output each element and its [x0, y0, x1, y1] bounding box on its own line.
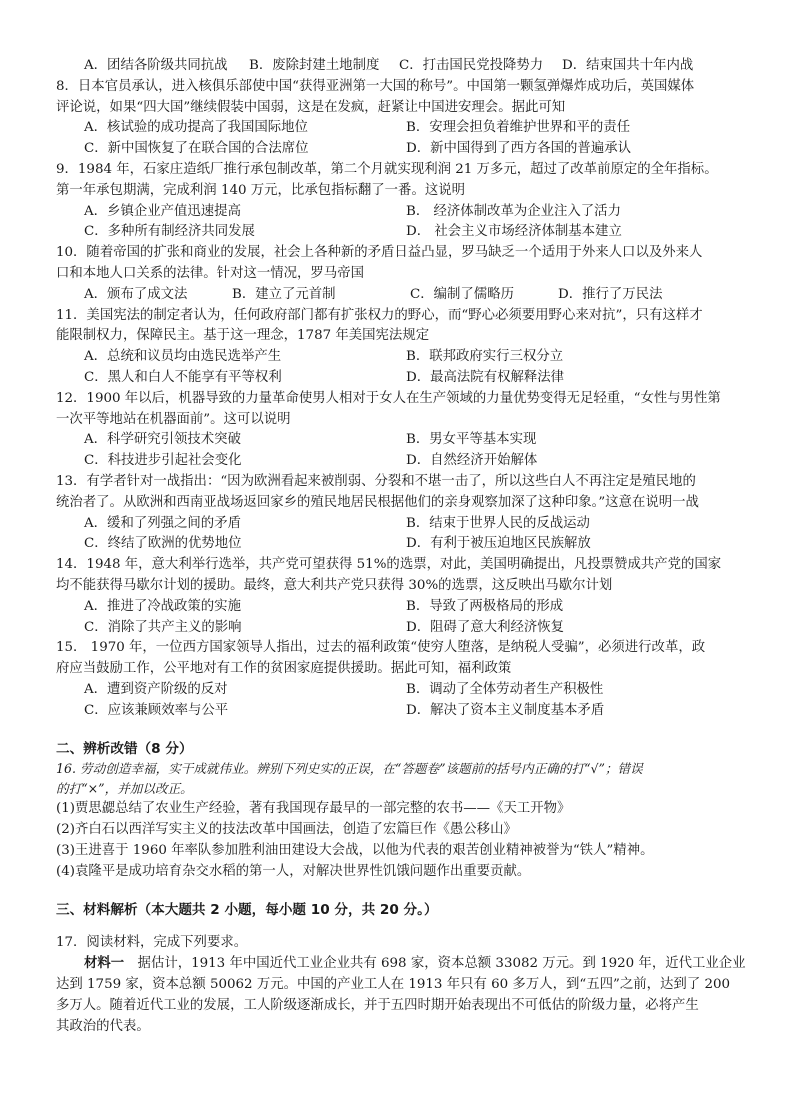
q15-option-d: D．解决了资本主义制度基本矛盾 [406, 702, 605, 718]
q7-option-a: A．团结各阶级共同抗战 [84, 58, 228, 73]
q8-stem-line1: 8．日本官员承认，进入核俱乐部使中国“获得亚洲第一大国的称号”。中国第一颗氢弹爆炸成功后，英国媒体 [56, 78, 695, 94]
q13-options-row1 [56, 514, 746, 535]
q8-option-d: D．新中国得到了西方各国的普遍承认 [406, 141, 631, 157]
q9-option-d: D． 社会主义市场经济体制基本建立 [406, 224, 622, 240]
q13-stem-line1: 13．有学者针对一战指出：“因为欧洲看起来被削弱、分裂和不堪一击了，所以这些白人不再注定是殖民地的 [56, 473, 696, 489]
q9-option-c: C．多种所有制经济共同发展 [84, 224, 255, 240]
q13-options-row2 [56, 534, 746, 555]
q16-instruction-line2: 的打“×”，并加以改正。 [56, 780, 193, 796]
material1-text1: 据估计，1913 年中国近代工业企业共有 698 家，资本总额 33082 万元。到 1920 年，近代工业企业 [124, 956, 746, 972]
section2-title: 二、辨析改错（8 分） [56, 740, 193, 757]
q14-option-c: C．消除了共产主义的影响 [84, 619, 242, 635]
q14-option-a: A．推进了冷战政策的实施 [84, 598, 241, 614]
q8-option-b: B．安理会担负着维护世界和平的责任 [406, 120, 631, 136]
q8-options-row2 [56, 139, 746, 160]
q11-stem-line1: 11．美国宪法的制定者认为，任何政府部门都有扩张权力的野心，而“野心必须要用野心来对抗”，只有这样才 [56, 307, 703, 323]
q15-options-row1 [56, 680, 746, 701]
q16-instruction-line1: 16. 劳动创造幸福，实干成就伟业。辨别下列史实的正误，在“答题卷”该题前的括号内正确的打“√”；错误 [56, 760, 643, 776]
q14-option-d: D．阻碍了意大利经济恢复 [406, 619, 565, 635]
q16-item-1: (1)贾思勰总结了农业生产经验，著有我国现存最早的一部完整的农书——《天工开物》 [56, 801, 571, 817]
q14-stem-line1: 14．1948 年，意大利举行选举，共产党可望获得 51%的选票，对此，美国明确提出，凡投票赞成共产党的国家 [56, 557, 722, 573]
q16-item-2: (2)齐白石以西洋写实主义的技法改革中国画法，创造了宏篇巨作《愚公移山》 [56, 822, 517, 838]
q10-options [56, 285, 746, 306]
material1-line4: 其政治的代表。 [56, 1018, 150, 1034]
q13-stem-line2: 统治者了。从欧洲和西南亚战场返回家乡的殖民地居民根据他们的亲身观察加深了这种印象。”这意在说明一战 [56, 494, 699, 510]
q9-option-a: A．乡镇企业产值迅速提高 [84, 203, 241, 219]
section3-title: 三、材料解析（本大题共 2 小题，每小题 10 分，共 20 分。） [56, 901, 438, 918]
q12-option-c: C．科技进步引起社会变化 [84, 453, 242, 469]
q10-option-c: C．编制了儒略历 [410, 286, 514, 302]
material1-label: 材料一 [84, 955, 125, 972]
q10-stem-line1: 10．随着帝国的扩张和商业的发展，社会上各种新的矛盾日益凸显，罗马缺乏一个适用于外来人口以及外来人 [56, 245, 703, 261]
q14-options-row2 [56, 618, 746, 639]
q12-options-row1 [56, 430, 746, 451]
q16-item-4: (4)袁隆平是成功培育杂交水稻的第一人，对解决世界性饥饿问题作出重要贡献。 [56, 863, 531, 879]
q7-option-d: D．结束国共十年内战 [562, 58, 694, 73]
q16-item-3: (3)王进喜于 1960 年率队参加胜利油田建设大会战，以他为代表的艰苦创业精神被誉为“铁人”精神。 [56, 842, 654, 858]
q14-stem-line2: 均不能获得马歇尔计划的援助。最终，意大利共产党只获得 30%的选票，这反映出马歇尔计划 [56, 577, 613, 593]
q11-stem-line2: 能限制权力，保障民主。基于这一理念，1787 年美国宪法规定 [56, 328, 430, 344]
q9-stem-line1: 9．1984 年，石家庄造纸厂推行承包制改革，第二个月就实现利润 21 万多元，超过了改革前原定的全年指标。 [56, 161, 718, 177]
material1-line2: 达到 1759 家，资本总额 50062 万元。中国的产业工人在 1913 年只有 60 多万人，到“五四”之前，达到了 200 [56, 977, 731, 993]
q12-option-b: B．男女平等基本实现 [406, 432, 537, 448]
q8-option-a: A．核试验的成功提高了我国国际地位 [84, 120, 308, 136]
q15-option-a: A．遭到资产阶级的反对 [84, 681, 228, 697]
q9-option-b: B． 经济体制改革为企业注入了活力 [406, 203, 621, 219]
q9-options-row1 [56, 202, 746, 223]
q12-option-d: D．自然经济开始解体 [406, 453, 538, 469]
q8-options-row1 [56, 118, 746, 139]
material1-line3: 多万人。随着近代工业的发展，工人阶级逐渐成长，并于五四时期开始表现出不可低估的阶级力量，必将产生 [56, 997, 699, 1013]
exam-page [56, 56, 746, 1037]
q11-options-row1 [56, 347, 746, 368]
q13-option-b: B．结束于世界人民的反战运动 [406, 515, 590, 531]
q7-option-c: C．打击国民党投降势力 [399, 58, 544, 73]
q13-option-a: A．缓和了列强之间的矛盾 [84, 515, 241, 531]
q10-option-a: A．颁布了成文法 [84, 286, 188, 302]
q12-stem-line2: 一次平等地站在机器面前”。这可以说明 [56, 411, 291, 427]
q11-option-a: A．总统和议员均由选民选举产生 [84, 349, 282, 365]
q9-stem-line2: 第一年承包期满，完成利润 140 万元，比承包指标翻了一番。这说明 [56, 182, 466, 198]
q8-option-c: C．新中国恢复了在联合国的合法席位 [84, 141, 309, 157]
q10-stem-line2: 口和本地人口关系的法律。针对这一情况，罗马帝国 [56, 265, 364, 281]
material1-line1 [56, 953, 746, 975]
q10-option-d: D．推行了万民法 [558, 286, 663, 302]
q9-options-row2 [56, 222, 746, 243]
q11-option-b: B．联邦政府实行三权分立 [406, 349, 564, 365]
q11-option-d: D．最高法院有权解释法律 [406, 369, 565, 385]
q7-options [56, 56, 746, 77]
q15-option-b: B．调动了全体劳动者生产积极性 [406, 681, 604, 697]
q15-stem-line1: 15． 1970 年，一位西方国家领导人指出，过去的福利政策“使穷人堕落，是纳税人受骗”，必须进行改革，政 [56, 640, 706, 656]
q8-stem-line2: 评论说，如果“四大国”继续假装中国弱，这是在发疯，赶紧让中国进安理会。据此可知 [56, 99, 566, 115]
q14-option-b: B．导致了两极格局的形成 [406, 598, 564, 614]
q15-option-c: C．应该兼顾效率与公平 [84, 702, 229, 718]
q17-intro: 17．阅读材料，完成下列要求。 [56, 934, 248, 950]
q12-option-a: A．科学研究引领技术突破 [84, 432, 241, 448]
q15-stem-line2: 府应当鼓励工作，公平地对有工作的贫困家庭提供援助。据此可知，福利政策 [56, 661, 512, 677]
q15-options-row2 [56, 701, 746, 722]
q13-option-d: D．有利于被压迫地区民族解放 [406, 536, 591, 552]
q11-option-c: C．黑人和白人不能享有平等权利 [84, 369, 282, 385]
q10-option-b: B．建立了元首制 [232, 286, 336, 302]
q7-option-b: B．废除封建土地制度 [249, 58, 380, 73]
q11-options-row2 [56, 368, 746, 389]
q14-options-row1 [56, 597, 746, 618]
q12-options-row2 [56, 451, 746, 472]
q12-stem-line1: 12．1900 年以后，机器导致的力量革命使男人相对于女人在生产领域的力量优势变得无足轻重，“女性与男性第 [56, 390, 721, 406]
q13-option-c: C．终结了欧洲的优势地位 [84, 536, 242, 552]
